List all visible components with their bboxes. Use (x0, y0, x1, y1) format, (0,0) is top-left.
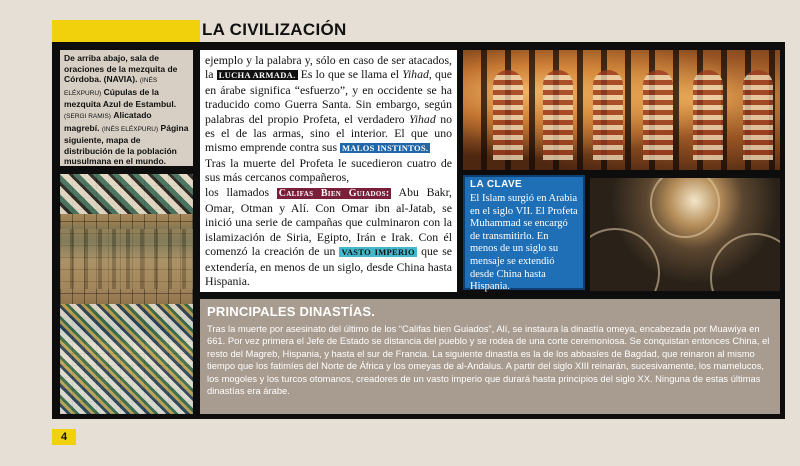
dome-ring (650, 178, 720, 238)
blue-mosque-domes-photo (590, 178, 780, 291)
arch (643, 70, 673, 160)
term-yihad: Yihad (409, 111, 436, 126)
caption-credit-3: (INÉS ELÉXPURU) (101, 125, 159, 133)
la-clave-box (463, 175, 585, 293)
dinastias-title: PRINCIPALES DINASTÍAS. (207, 304, 376, 319)
main-text-segment: , que en árabe significa “esfuerzo”, y en occidente se ha traducido como Guerra Santa. Sin embargo, según palabras del propio Profeta, el verdadero (205, 67, 453, 126)
clave-text: El Islam surgió en Arabia en el siglo VII. El Profeta Muhammad se encargó de transmitirlo. En menos de un siglo su mensaje se extendió desde China hasta Hispania. (470, 193, 578, 293)
main-text-segment: Tras la muerte del Profeta le sucedieron cuatro de sus más cercanos compañeros, (205, 155, 452, 185)
main-text-segment: Es lo que se llama el (300, 67, 400, 82)
main-text-segment: ejemplo y la palabra y, sólo en caso de ser atacados, la (205, 53, 452, 82)
arch (593, 70, 623, 160)
clave-title: LA CLAVE (470, 179, 523, 190)
term-yihad: Yihad (402, 67, 429, 82)
caption-credit-2: (SERGI RAMIS) (64, 112, 111, 120)
caption-line-3: Alicatado magrebí. (64, 109, 152, 133)
highlight-califas: Califas Bien Guiados: (278, 187, 390, 199)
main-body-text (205, 53, 452, 289)
page-title: LA CIVILIZACIÓN (202, 20, 347, 39)
caption-line-2: Cúpulas de la mezquita Azul de Estambul. (64, 86, 177, 110)
header-accent-bar (52, 20, 200, 42)
arch (693, 70, 723, 160)
tile-band-top (60, 174, 193, 214)
caption-line-4: Página siguiente, mapa de distribución de la población musulmana en el mundo. (64, 122, 189, 167)
mosque-arches-photo (463, 50, 780, 170)
tile-band-calligraphy (60, 229, 193, 289)
caption-line-1: De arriba abajo, sala de oraciones de la mezquita de Córdoba. (NAVIA). (64, 53, 178, 85)
arch (493, 70, 523, 160)
tilework-photo (60, 174, 193, 414)
main-text-segment: que se extendería, en menos de un siglo, desde China hasta Hispania. (205, 244, 453, 289)
arch (743, 70, 773, 160)
main-text-segment: no es el de las armas, sino el interior. El que uno mismo emprende contra sus (205, 111, 453, 155)
page-number: 4 (52, 429, 76, 445)
photo-caption (60, 50, 193, 166)
dome-ring (710, 233, 780, 291)
main-text-segment: Abu Bakr, Omar, Otman y Alí. Con Omar ibn al-Jatab, se inició una serie de campañas que culminaron con la islamización de Siria, Egipto, Irán e Irak. Con él comenzó la creación de un (205, 184, 452, 259)
caption-credit-1: (INÉS ELÉXPURU) (64, 77, 158, 97)
main-text-segment: los llamados (205, 184, 270, 199)
highlight-lucha-armada: LUCHA ARMADA. (218, 70, 296, 81)
dinastias-text: Tras la muerte por asesinato del último de los “Califas bien Guiados”, Alí, se instaura la dinastía omeya, encabezada por Muawiya en 661. Por vez primera el Jefe de Estado se distancia del pueblo y se rodea de una corte ceremoniosa. Se conquistan entonces China, el resto del Magreb, Hispania, y hasta el sur de Francia. La siguiente dinastía es la de los abbasíes de Bagdad, que reinaron al mismo tiempo que los fatimíes del Norte de África y los omeyas de al-Andalus. A partir del siglo XIII reinarán, sucesivamente, los mamelucos, los mogoles y los turcos otomanos, creadores de un vasto imperio que durará hasta principios del siglo XX. Ninguna de estas últimas dinastías era árabe. (207, 323, 770, 397)
dome-ring (590, 228, 660, 291)
dinastias-panel (200, 299, 780, 414)
arch (543, 70, 573, 160)
tile-band-mosaic (60, 304, 193, 414)
highlight-vasto-imperio: VASTO IMPERIO (341, 247, 415, 258)
highlight-malos-instintos: MALOS INSTINTOS. (341, 143, 429, 154)
